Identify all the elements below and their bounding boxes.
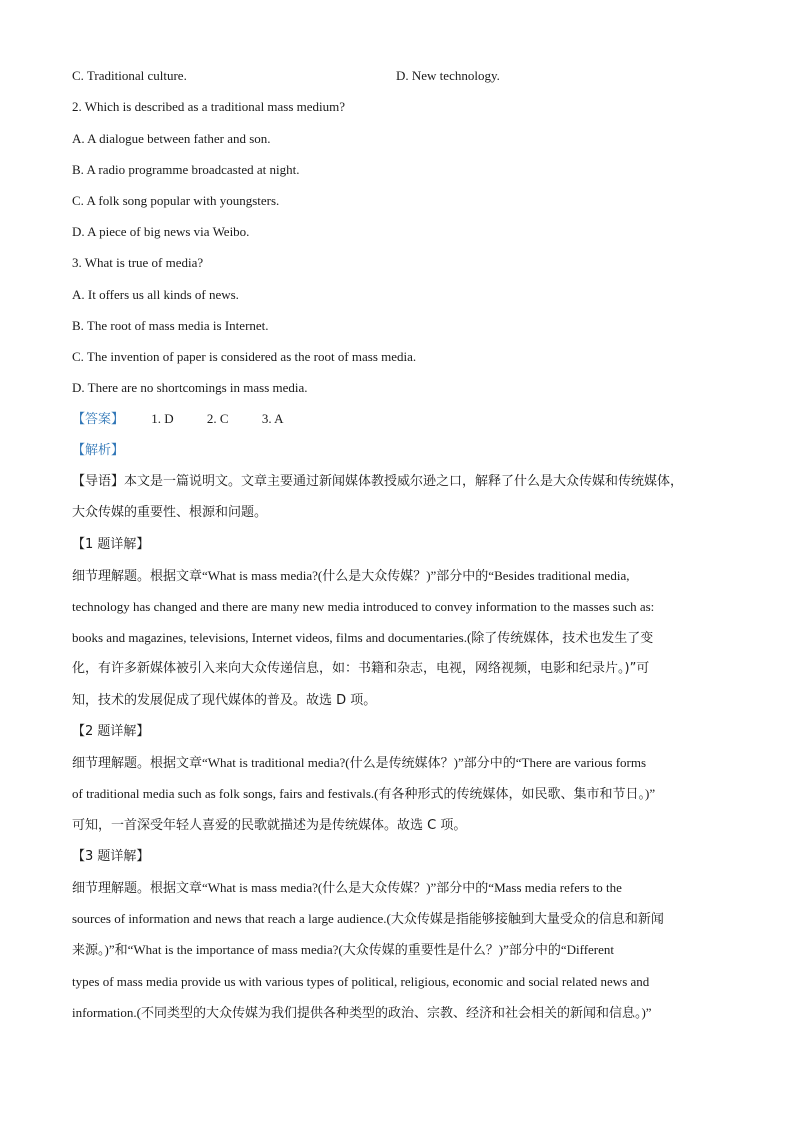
q3-detail-line: 来源。)”和“What is the importance of mass media?(大众传媒的重要性是什么？)”部分中的“Different: [72, 942, 615, 957]
q3-option-d: D. There are no shortcomings in mass media.: [72, 380, 308, 395]
q1-detail-line: books and magazines, televisions, Internet videos, films and documentaries.(除了传统媒体，技术也发生了变: [72, 630, 654, 645]
answer-label: 【答案】: [72, 412, 125, 427]
q2-detail-line: 可知，一首深受年轻人喜爱的民歌就描述为是传统媒体。故选 C 项。: [72, 818, 467, 833]
q2-detail-line: 细节理解题。根据文章“What is traditional media?(什么是传统媒体？)”部分中的“There are various forms: [72, 755, 647, 770]
q2-detail-line: of traditional media such as folk songs, fairs and festivals.(有各种形式的传统媒体，如民歌、集市和节日。)”: [72, 786, 656, 801]
q3-detail-line: sources of information and news that reach a large audience.(大众传媒是指能够接触到大量受众的信息和新闻: [72, 911, 664, 926]
q2-option-c: C. A folk song popular with youngsters.: [72, 193, 280, 208]
q1-detail-title: 【1 题详解】: [72, 537, 150, 552]
q3-detail-line: 细节理解题。根据文章“What is mass media?(什么是大众传媒？)”部分中的“Mass media refers to the: [72, 880, 622, 895]
q3-detail-line: types of mass media provide us with various types of political, religious, economic and social related news and: [72, 974, 650, 989]
q2-option-a: A. A dialogue between father and son.: [72, 131, 271, 146]
guide-line: 【导语】本文是一篇说明文。文章主要通过新闻媒体教授威尔逊之口，解释了什么是大众传媒和传统媒体，: [72, 474, 684, 489]
q1-option-d: D. New technology.: [396, 68, 500, 83]
guide-line: 大众传媒的重要性、根源和问题。: [72, 505, 268, 520]
answer-item: 2. C: [206, 411, 229, 426]
analysis-label: 【解析】: [72, 443, 125, 458]
q1-detail-line: 化，有许多新媒体被引入来向大众传递信息，如：书籍和杂志，电视，网络视频，电影和纪录片。)”可: [72, 661, 650, 676]
q2-detail-title: 【2 题详解】: [72, 724, 150, 739]
q2-stem: 2. Which is described as a traditional mass medium?: [72, 99, 346, 114]
q3-option-a: A. It offers us all kinds of news.: [72, 287, 239, 302]
q1-option-c: C. Traditional culture.: [72, 68, 187, 83]
q1-detail-line: technology has changed and there are many new media introduced to convey information to the masses such as:: [72, 599, 655, 614]
q3-detail-line: information.(不同类型的大众传媒为我们提供各种类型的政治、宗教、经济和社会相关的新闻和信息。)”: [72, 1005, 652, 1020]
q1-detail-line: 知，技术的发展促成了现代媒体的普及。故选 D 项。: [72, 693, 377, 708]
answer-row: [72, 409, 732, 430]
answer-item: 1. D: [151, 411, 174, 426]
q1-detail-line: 细节理解题。根据文章“What is mass media?(什么是大众传媒？)”部分中的“Besides traditional media,: [72, 568, 630, 583]
q3-stem: 3. What is true of media?: [72, 255, 204, 270]
q2-option-b: B. A radio programme broadcasted at night.: [72, 162, 300, 177]
q3-detail-title: 【3 题详解】: [72, 849, 150, 864]
q3-option-c: C. The invention of paper is considered as the root of mass media.: [72, 349, 417, 364]
answer-item: 3. A: [261, 411, 284, 426]
q2-option-d: D. A piece of big news via Weibo.: [72, 224, 250, 239]
q3-option-b: B. The root of mass media is Internet.: [72, 318, 269, 333]
